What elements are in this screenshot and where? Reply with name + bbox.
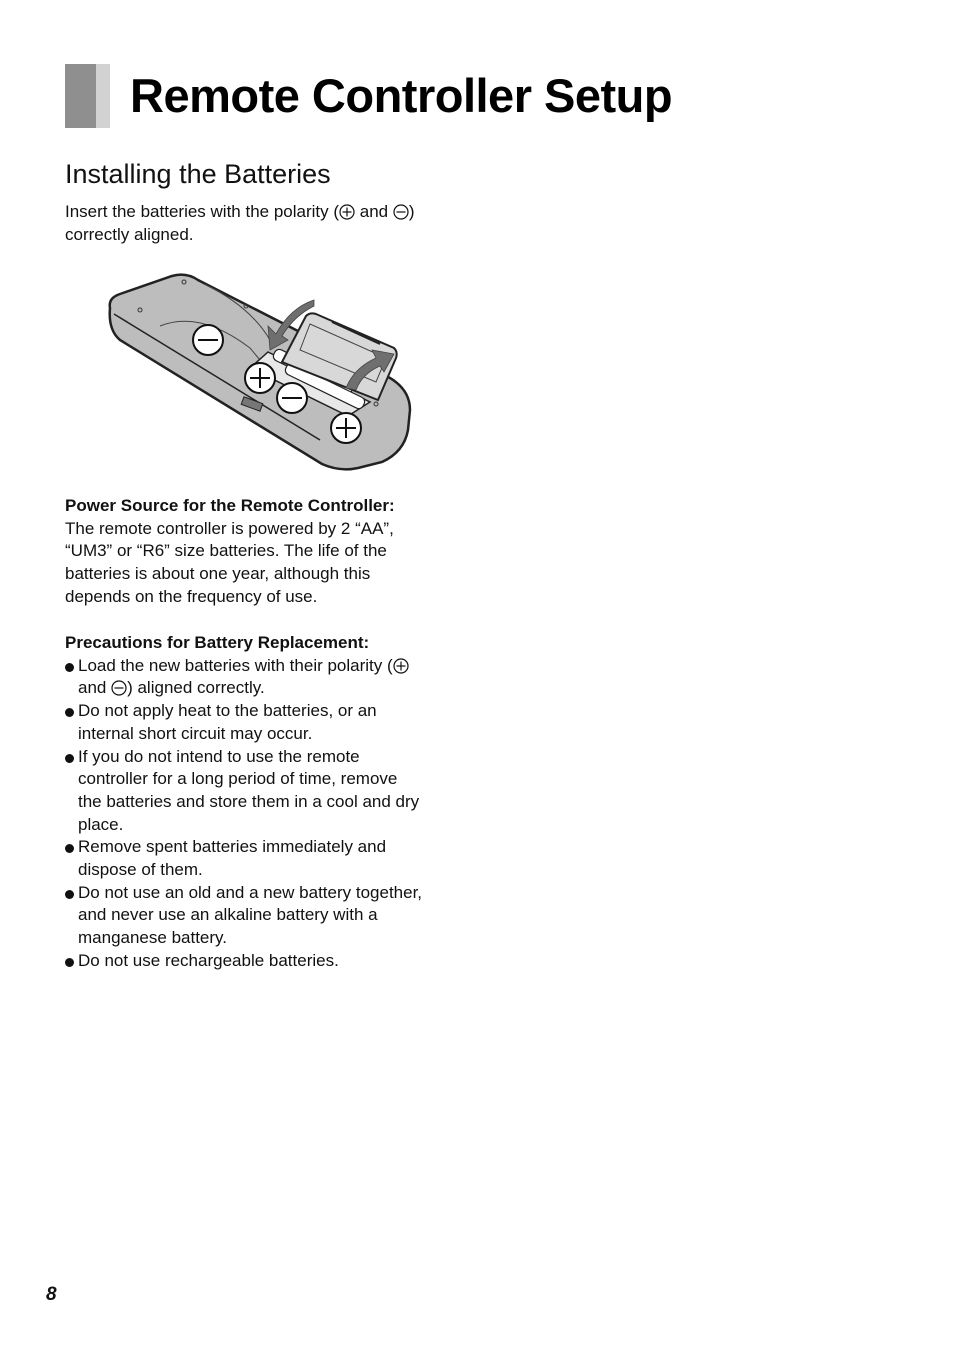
- power-source-line: batteries is about one year, although this: [65, 564, 371, 584]
- power-source-section: [65, 495, 465, 609]
- polarity-minus-icon: [111, 680, 127, 696]
- bullet-icon: [65, 958, 74, 967]
- bullet-icon: [65, 890, 74, 899]
- list-item: Remove spent batteries immediately and dispose of them.: [65, 836, 465, 881]
- bullet-icon: [65, 754, 74, 763]
- power-source-line: “UM3” or “R6” size batteries. The life of the: [65, 541, 387, 561]
- section-heading: Installing the Batteries: [65, 159, 331, 189]
- list-item: If you do not intend to use the remote controller for a long period of time, remove the batteries and store them in a cool and dry place.: [65, 746, 465, 837]
- intro-line-1: Insert the batteries with the polarity ( and ): [65, 202, 415, 221]
- page-title: Remote Controller Setup: [130, 69, 673, 122]
- title-accent-dark: [65, 64, 96, 128]
- intro-line-2: correctly aligned.: [65, 225, 194, 244]
- intro-text: [65, 200, 465, 246]
- polarity-plus-icon: [245, 363, 275, 393]
- list-item: Load the new batteries with their polarity ( and ) aligned correctly.: [65, 655, 465, 700]
- polarity-plus-icon: [393, 658, 409, 674]
- polarity-plus-icon: [339, 204, 355, 220]
- page-number: 8: [46, 1284, 57, 1305]
- bullet-icon: [65, 844, 74, 853]
- polarity-minus-icon: [393, 204, 409, 220]
- list-item: Do not use rechargeable batteries.: [65, 950, 465, 973]
- bullet-icon: [65, 663, 74, 672]
- power-source-line: depends on the frequency of use.: [65, 586, 318, 606]
- polarity-minus-icon: [193, 325, 223, 355]
- remote-battery-illustration: [100, 270, 420, 475]
- bullet-icon: [65, 708, 74, 717]
- precautions-list: [65, 655, 465, 973]
- power-source-heading: Power Source for the Remote Controller:: [65, 496, 395, 515]
- title-accent-bar: [65, 64, 110, 128]
- polarity-plus-icon: [331, 413, 361, 443]
- power-source-line: The remote controller is powered by 2 “AA”,: [65, 518, 394, 538]
- precautions-heading: Precautions for Battery Replacement:: [65, 633, 370, 652]
- list-item: Do not use an old and a new battery together, and never use an alkaline battery with a manganese battery.: [65, 882, 465, 950]
- title-accent-light: [96, 64, 110, 128]
- polarity-minus-icon: [277, 383, 307, 413]
- list-item: Do not apply heat to the batteries, or an internal short circuit may occur.: [65, 700, 465, 745]
- precautions-section: [65, 632, 465, 973]
